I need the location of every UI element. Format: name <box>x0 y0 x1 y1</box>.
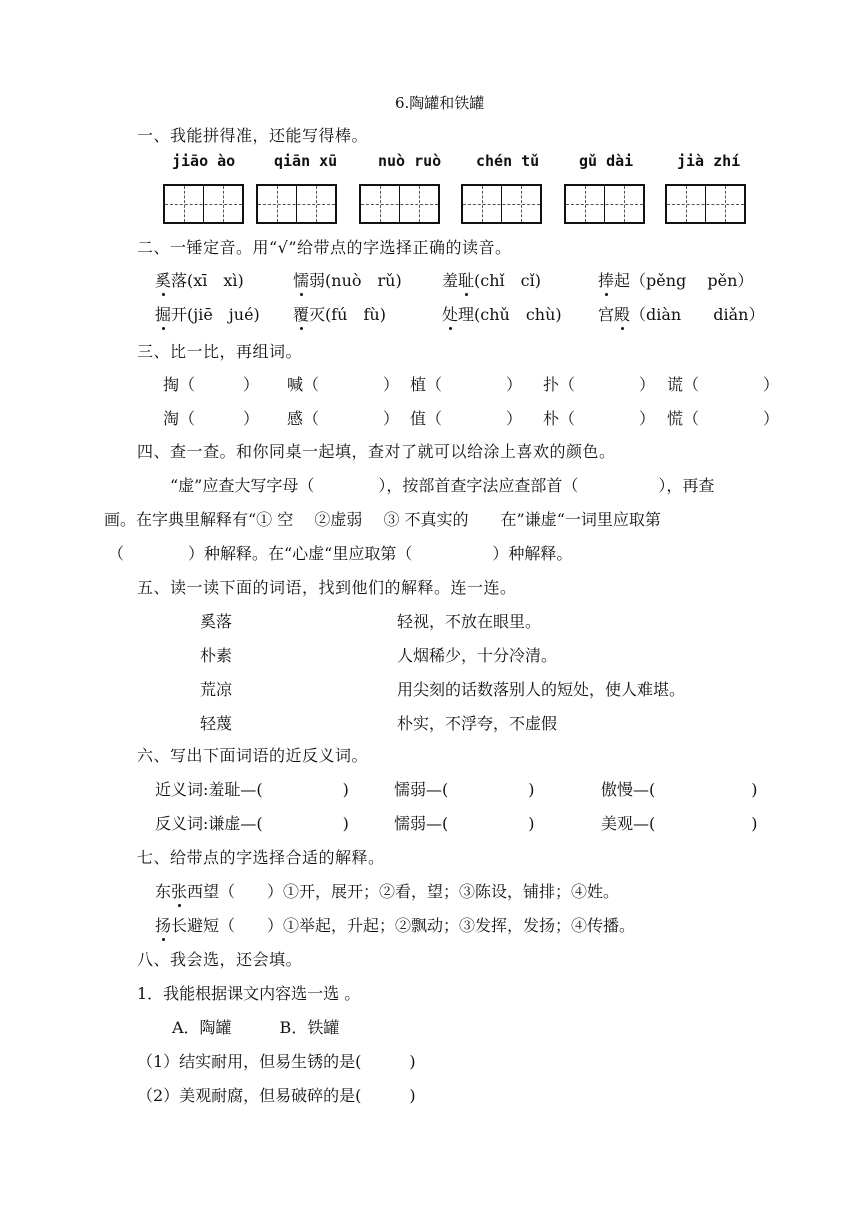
section-5-heading: 五、读一读下面的词语，找到他们的解释。连一连。 <box>137 578 517 597</box>
writing-grid-4[interactable] <box>461 184 542 224</box>
match-meaning[interactable]: 轻视，不放在眼里。 <box>397 612 542 631</box>
choice-options: A．陶罐 B．铁罐 <box>172 1018 340 1037</box>
pronunciation-item: 捧起（pěng pěn） <box>598 268 753 291</box>
synonym-item: 近义词:羞耻—( ) <box>155 780 349 799</box>
compare-word: 感（ ） <box>287 409 400 428</box>
writing-grid-2[interactable] <box>256 184 337 224</box>
definition-item: 扬长避短（ ）①举起，升起；②飘动；③发挥，发扬；④传播。 <box>155 913 635 936</box>
pronunciation-item: 宫殿（diàn diǎn） <box>598 302 764 325</box>
section-6-heading: 六、写出下面词语的近反义词。 <box>137 746 369 765</box>
match-meaning[interactable]: 朴实，不浮夸，不虚假 <box>397 714 558 733</box>
section-2-heading: 二、一锤定音。用“√”给带点的字选择正确的读音。 <box>137 238 512 257</box>
compare-word: 谎（ ） <box>667 375 780 394</box>
question-1: 1．我能根据课文内容选一选 。 <box>137 984 361 1003</box>
antonym-item: 反义词:谦虚—( ) <box>155 814 349 833</box>
match-word[interactable]: 轻蔑 <box>200 714 233 733</box>
dictionary-text-line-2: 画。在字典里解释有“① 空 ②虚弱 ③ 不真实的 在”谦虚“一词里应取第 <box>104 510 661 529</box>
page-title: 6.陶罐和铁罐 <box>395 94 485 112</box>
compare-word: 掏（ ） <box>163 375 260 394</box>
dictionary-text-line-3: （ ）种解释。在“心虚“里应取第（ ）种解释。 <box>108 544 573 563</box>
writing-grid-1[interactable] <box>163 184 244 224</box>
pronunciation-item: 羞耻(chǐ cǐ) <box>442 268 541 291</box>
compare-word: 朴（ ） <box>543 409 656 428</box>
definition-item: 东张西望（ ）①开，展开；②看，望；③陈设，铺排；④姓。 <box>155 879 619 902</box>
pinyin-6: jià zhí <box>677 152 741 170</box>
compare-word: 植（ ） <box>410 375 523 394</box>
pinyin-4: chén tǔ <box>476 152 540 170</box>
section-4-heading: 四、查一查。和你同桌一起填，查对了就可以给涂上喜欢的颜色。 <box>137 442 616 461</box>
pinyin-3: nuò ruò <box>378 152 442 170</box>
section-8-heading: 八、我会选，还会填。 <box>137 950 303 969</box>
dictionary-text-line-1: “虚”应查大写字母（ ），按部首查字法应查部首（ ），再查 <box>170 476 715 495</box>
match-word[interactable]: 朴素 <box>200 646 233 665</box>
compare-word: 喊（ ） <box>287 375 400 394</box>
match-meaning[interactable]: 用尖刻的话数落别人的短处，使人难堪。 <box>397 680 686 699</box>
pronunciation-item: 覆灭(fú fù) <box>293 302 386 325</box>
pronunciation-item: 懦弱(nuò rǔ) <box>293 268 402 291</box>
pinyin-2: qiān xū <box>274 152 338 170</box>
pronunciation-item: 处理(chǔ chù) <box>442 302 562 325</box>
match-meaning[interactable]: 人烟稀少，十分冷清。 <box>397 646 558 665</box>
pinyin-5: gǔ dài <box>579 152 634 170</box>
antonym-item: 懦弱—( ) <box>394 814 535 833</box>
compare-word: 淘（ ） <box>163 409 260 428</box>
pinyin-1: jiāo ào <box>172 152 236 170</box>
section-1-heading: 一、我能拼得准，还能写得棒。 <box>137 126 369 145</box>
compare-word: 慌（ ） <box>667 409 780 428</box>
writing-grid-3[interactable] <box>359 184 440 224</box>
match-word[interactable]: 奚落 <box>200 612 233 631</box>
section-3-heading: 三、比一比，再组词。 <box>137 342 303 361</box>
pronunciation-item: 奚落(xī xì) <box>155 268 244 291</box>
writing-grid-6[interactable] <box>665 184 746 224</box>
section-7-heading: 七、给带点的字选择合适的解释。 <box>137 848 385 867</box>
compare-word: 值（ ） <box>410 409 523 428</box>
compare-word: 扑（ ） <box>543 375 656 394</box>
match-word[interactable]: 荒凉 <box>200 680 233 699</box>
antonym-item: 美观—( ) <box>601 814 758 833</box>
synonym-item: 懦弱—( ) <box>394 780 535 799</box>
question-part-2: （2）美观耐腐，但易破碎的是( ) <box>137 1086 416 1105</box>
question-part-1: （1）结实耐用，但易生锈的是( ) <box>137 1052 416 1071</box>
synonym-item: 傲慢—( ) <box>601 780 758 799</box>
writing-grid-5[interactable] <box>564 184 645 224</box>
pronunciation-item: 掘开(jiē jué) <box>155 302 260 325</box>
